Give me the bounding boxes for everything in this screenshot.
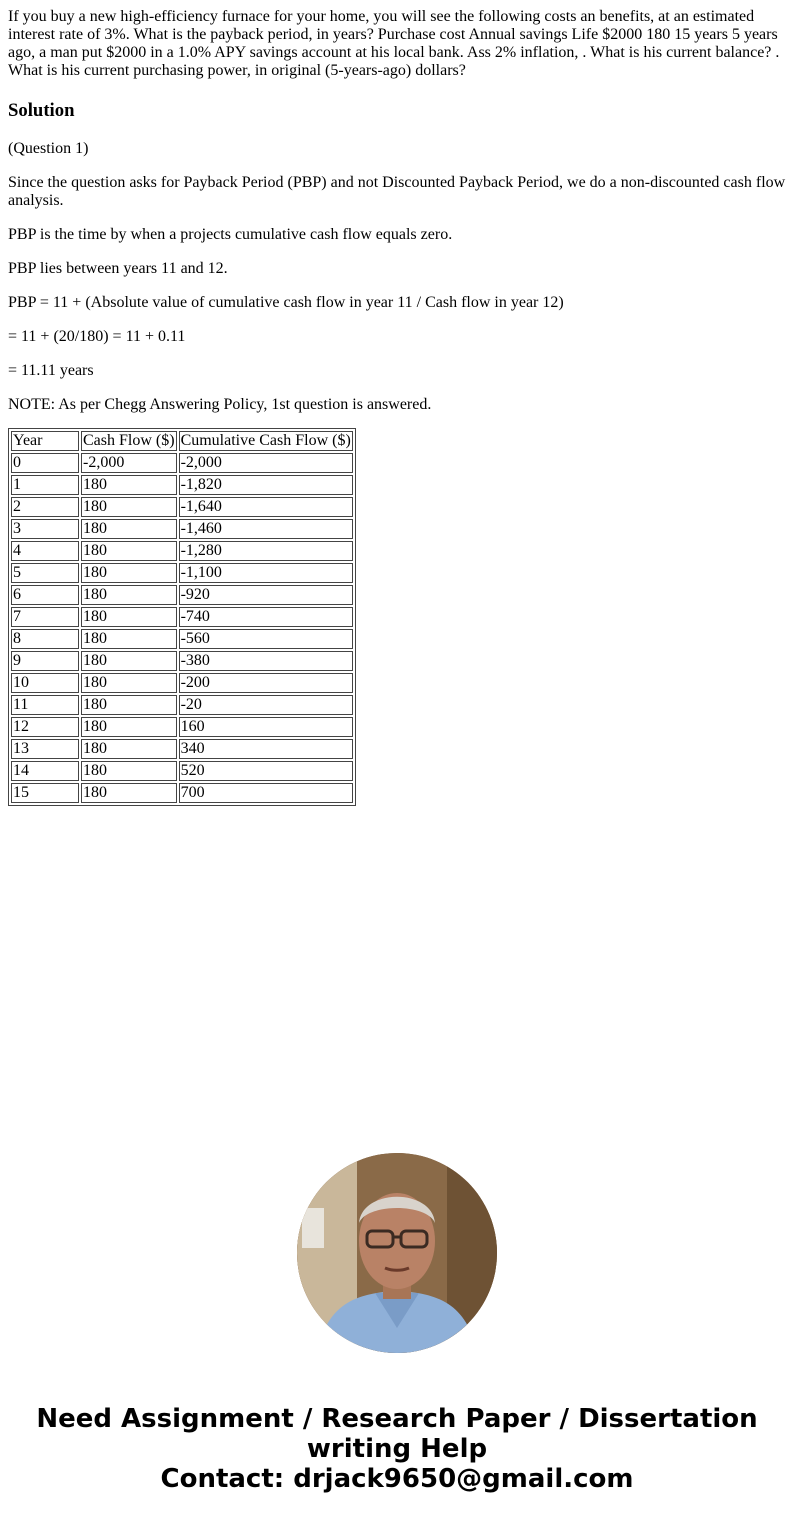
author-photo-illustration [297, 1153, 497, 1353]
promo-line-2: writing Help [306, 1434, 488, 1464]
promo-banner [0, 1404, 794, 1494]
paragraph-question-number: (Question 1) [8, 140, 89, 157]
table-row [11, 673, 353, 693]
cell-cash-flow: 180 [81, 783, 177, 803]
paragraph-note: NOTE: As per Chegg Answering Policy, 1st question is answered. [8, 396, 432, 413]
promo-line-1: Need Assignment / Research Paper / Dissertation [36, 1404, 758, 1434]
table-row [11, 739, 353, 759]
table-row [11, 629, 353, 649]
header-cash-flow: Cash Flow ($) [83, 432, 175, 449]
cell-cash-flow: 180 [81, 563, 177, 583]
cell-year: 3 [11, 519, 79, 539]
paragraph-pbp-definition: PBP is the time by when a projects cumulative cash flow equals zero. [8, 226, 453, 243]
table-row [11, 717, 353, 737]
cell-cash-flow: 180 [81, 761, 177, 781]
cell-cash-flow: 180 [81, 717, 177, 737]
cell-year: 12 [11, 717, 79, 737]
cell-cumulative-cash-flow: 340 [179, 739, 353, 759]
cell-year: 8 [11, 629, 79, 649]
cell-cumulative-cash-flow: -560 [179, 629, 353, 649]
cell-cash-flow: 180 [81, 541, 177, 561]
cell-year: 15 [11, 783, 79, 803]
table-row [11, 497, 353, 517]
cell-cumulative-cash-flow: -20 [179, 695, 353, 715]
cell-year: 2 [11, 497, 79, 517]
cell-year: 7 [11, 607, 79, 627]
cell-cash-flow: 180 [81, 739, 177, 759]
cell-cash-flow: 180 [81, 519, 177, 539]
cell-year: 9 [11, 651, 79, 671]
cell-cash-flow: 180 [81, 475, 177, 495]
paragraph-pbp-result: = 11.11 years [8, 362, 94, 379]
cell-cumulative-cash-flow: -1,460 [179, 519, 353, 539]
table-row [11, 453, 353, 473]
paragraph-pbp-calc: = 11 + (20/180) = 11 + 0.11 [8, 328, 186, 345]
cell-year: 1 [11, 475, 79, 495]
cell-year: 4 [11, 541, 79, 561]
cell-cumulative-cash-flow: 520 [179, 761, 353, 781]
cell-cumulative-cash-flow: -1,820 [179, 475, 353, 495]
header-cumulative-cash-flow: Cumulative Cash Flow ($) [180, 432, 351, 449]
solution-heading: Solution [8, 100, 75, 121]
cell-year: 11 [11, 695, 79, 715]
cell-cumulative-cash-flow: -1,100 [179, 563, 353, 583]
cell-cash-flow: 180 [81, 695, 177, 715]
cell-cash-flow: -2,000 [81, 453, 177, 473]
cell-cumulative-cash-flow: -1,280 [179, 541, 353, 561]
paragraph-pbp-formula: PBP = 11 + (Absolute value of cumulative cash flow in year 11 / Cash flow in year 12) [8, 294, 564, 311]
table-row [11, 585, 353, 605]
cell-cash-flow: 180 [81, 629, 177, 649]
cell-cumulative-cash-flow: -740 [179, 607, 353, 627]
paragraph-intro: Since the question asks for Payback Period (PBP) and not Discounted Payback Period, we do a non-discounted cash flow analysis. [8, 174, 786, 209]
cell-cumulative-cash-flow: -920 [179, 585, 353, 605]
cell-year: 6 [11, 585, 79, 605]
table-row [11, 607, 353, 627]
cell-cumulative-cash-flow: -1,640 [179, 497, 353, 517]
cell-cash-flow: 180 [81, 585, 177, 605]
table-row [11, 761, 353, 781]
header-year: Year [11, 431, 79, 451]
cell-year: 5 [11, 563, 79, 583]
paragraph-pbp-range: PBP lies between years 11 and 12. [8, 260, 228, 277]
cell-cumulative-cash-flow: -200 [179, 673, 353, 693]
cash-flow-table [8, 428, 356, 806]
table-header-row [11, 431, 353, 451]
cell-year: 10 [11, 673, 79, 693]
cell-year: 14 [11, 761, 79, 781]
cell-cash-flow: 180 [81, 607, 177, 627]
cell-year: 13 [11, 739, 79, 759]
table-row [11, 475, 353, 495]
author-photo [297, 1153, 497, 1353]
table-row [11, 519, 353, 539]
table-row [11, 651, 353, 671]
table-row [11, 783, 353, 803]
question-text: If you buy a new high-efficiency furnace for your home, you will see the following costs an benefits, at an estimated interest rate of 3%. What is the payback period, in years? Purchase cost Annual savings Life $2000 180 15 years 5 years ago, a man put $2000 in a 1.0% APY savings account at his local bank. Ass 2% inflation, . What is his current balance? . What is his current purchasing power, in original (5-years-ago) dollars? [8, 8, 780, 79]
cell-year: 0 [11, 453, 79, 473]
table-row [11, 563, 353, 583]
cell-cumulative-cash-flow: 700 [179, 783, 353, 803]
cell-cash-flow: 180 [81, 673, 177, 693]
cell-cumulative-cash-flow: -380 [179, 651, 353, 671]
table-row [11, 541, 353, 561]
cell-cash-flow: 180 [81, 651, 177, 671]
table-row [11, 695, 353, 715]
cell-cumulative-cash-flow: -2,000 [179, 453, 353, 473]
cell-cumulative-cash-flow: 160 [179, 717, 353, 737]
cash-flow-table-body [11, 431, 353, 803]
promo-contact: Contact: drjack9650@gmail.com [160, 1464, 634, 1494]
cell-cash-flow: 180 [81, 497, 177, 517]
